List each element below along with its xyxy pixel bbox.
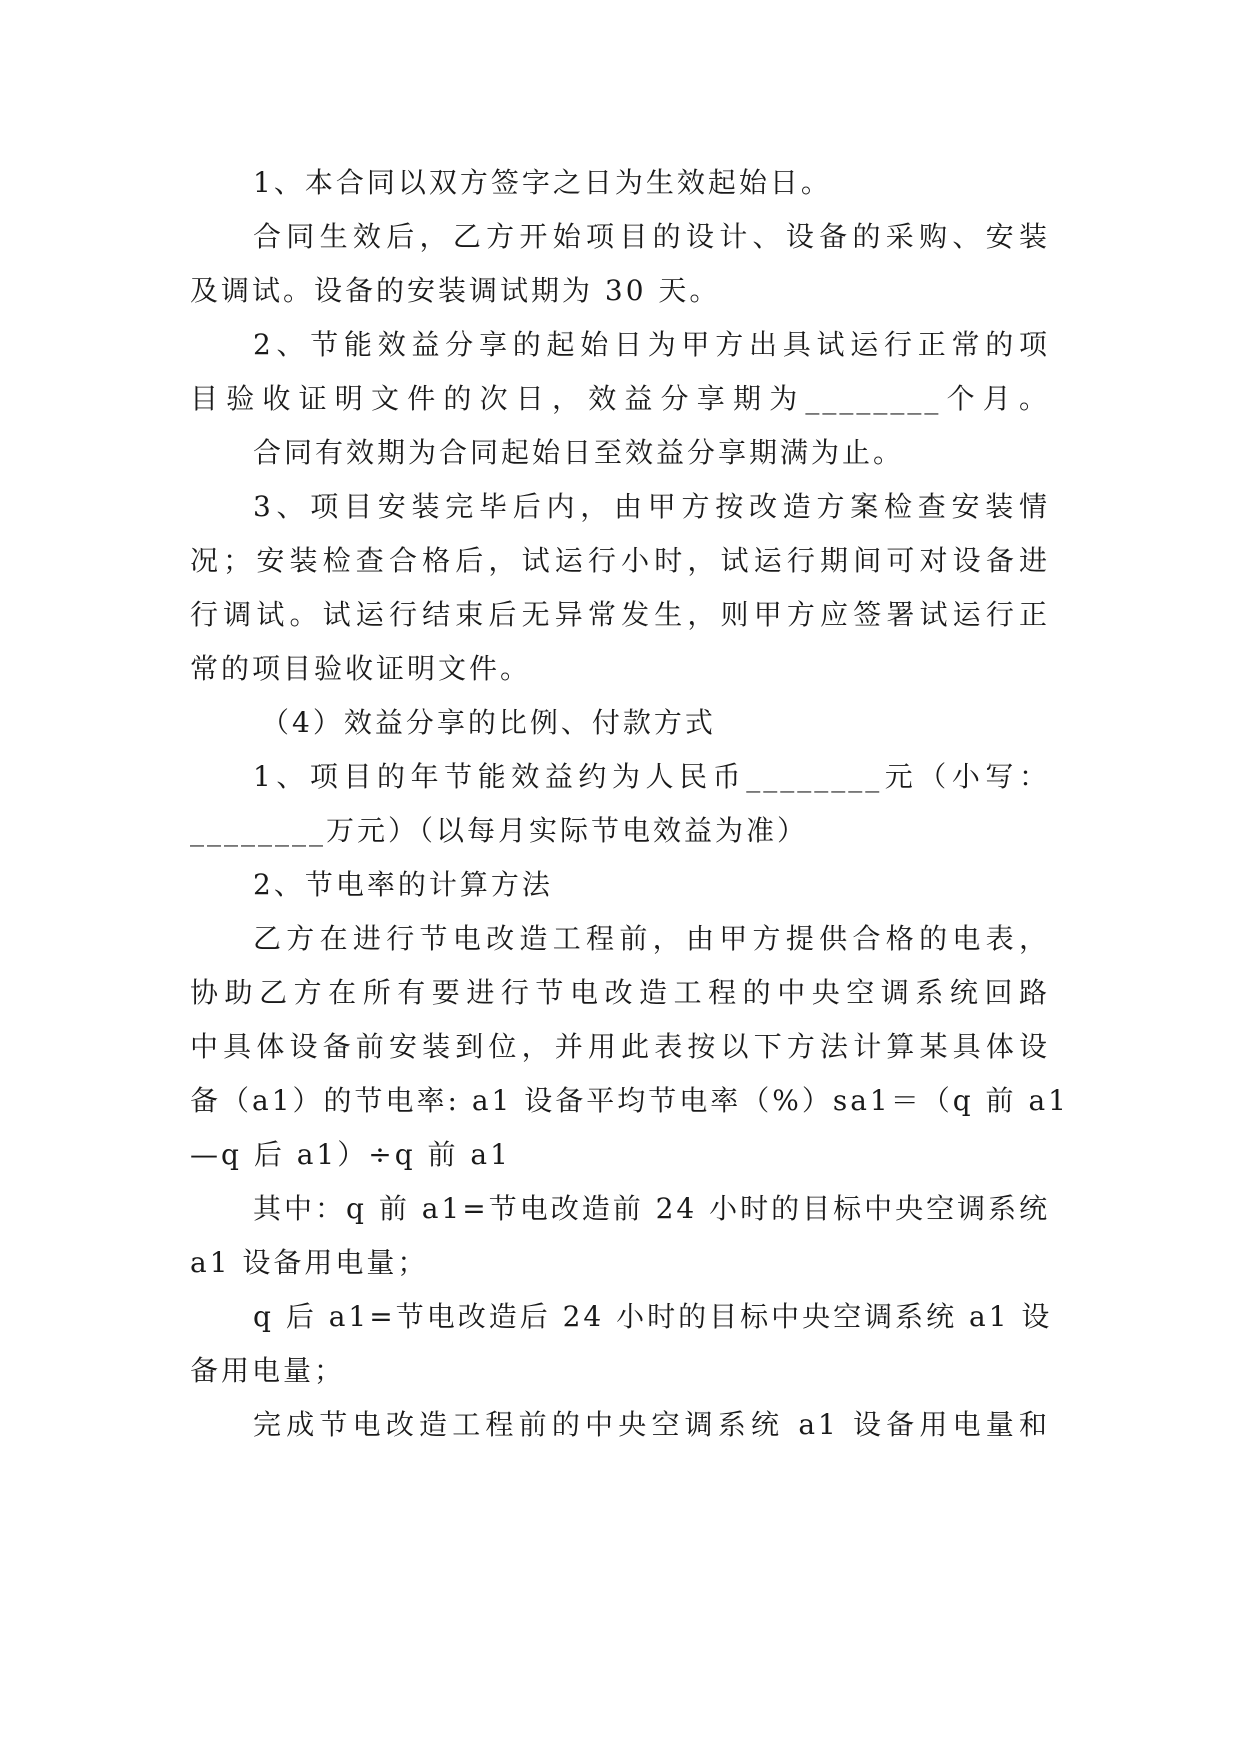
- paragraph-line: 中具体设备前安装到位，并用此表按以下方法计算某具体设: [190, 1030, 1050, 1063]
- paragraph-line: a1 设备用电量；: [190, 1246, 429, 1279]
- paragraph-line: 备用电量；: [190, 1354, 346, 1387]
- paragraph-line: 2、节电率的计算方法: [253, 868, 553, 901]
- paragraph-line: 行调试。试运行结束后无异常发生，则甲方应签署试运行正: [190, 598, 1050, 631]
- paragraph-line: 2、节能效益分享的起始日为甲方出具试运行正常的项: [253, 328, 1050, 361]
- paragraph-line: 合同生效后，乙方开始项目的设计、设备的采购、安装: [253, 220, 1050, 253]
- paragraph-line: 3、项目安装完毕后内，由甲方按改造方案检查安装情: [253, 490, 1050, 523]
- paragraph-line: 1、本合同以双方签字之日为生效起始日。: [253, 166, 832, 199]
- paragraph-line: q 后 a1=节电改造后 24 小时的目标中央空调系统 a1 设: [253, 1300, 1053, 1333]
- paragraph-line: 况；安装检查合格后，试运行小时，试运行期间可对设备进: [190, 544, 1050, 577]
- paragraph-line: 完成节电改造工程前的中央空调系统 a1 设备用电量和: [253, 1408, 1050, 1441]
- paragraph-line: 其中：q 前 a1=节电改造前 24 小时的目标中央空调系统: [253, 1192, 1051, 1225]
- paragraph-line: 及调试。设备的安装调试期为 30 天。: [190, 274, 721, 307]
- section-heading: （4）效益分享的比例、付款方式: [261, 706, 716, 739]
- paragraph-line: 备（a1）的节电率: a1 设备平均节电率（%）sa1＝（q 前 a1: [190, 1084, 1069, 1117]
- paragraph-line: 目验收证明文件的次日，效益分享期为________个月。: [190, 382, 1050, 415]
- paragraph-line: 合同有效期为合同起始日至效益分享期满为止。: [253, 436, 905, 469]
- paragraph-line: 乙方在进行节电改造工程前，由甲方提供合格的电表，: [253, 922, 1050, 955]
- paragraph-line: 常的项目验收证明文件。: [190, 652, 532, 685]
- paragraph-line: ________万元）（以每月实际节电效益为准）: [190, 814, 809, 847]
- paragraph-line: —q 后 a1）÷q 前 a1: [190, 1138, 511, 1171]
- paragraph-line: 协助乙方在所有要进行节电改造工程的中央空调系统回路: [190, 976, 1050, 1009]
- paragraph-line: 1、项目的年节能效益约为人民币________元（小写：: [253, 760, 1050, 793]
